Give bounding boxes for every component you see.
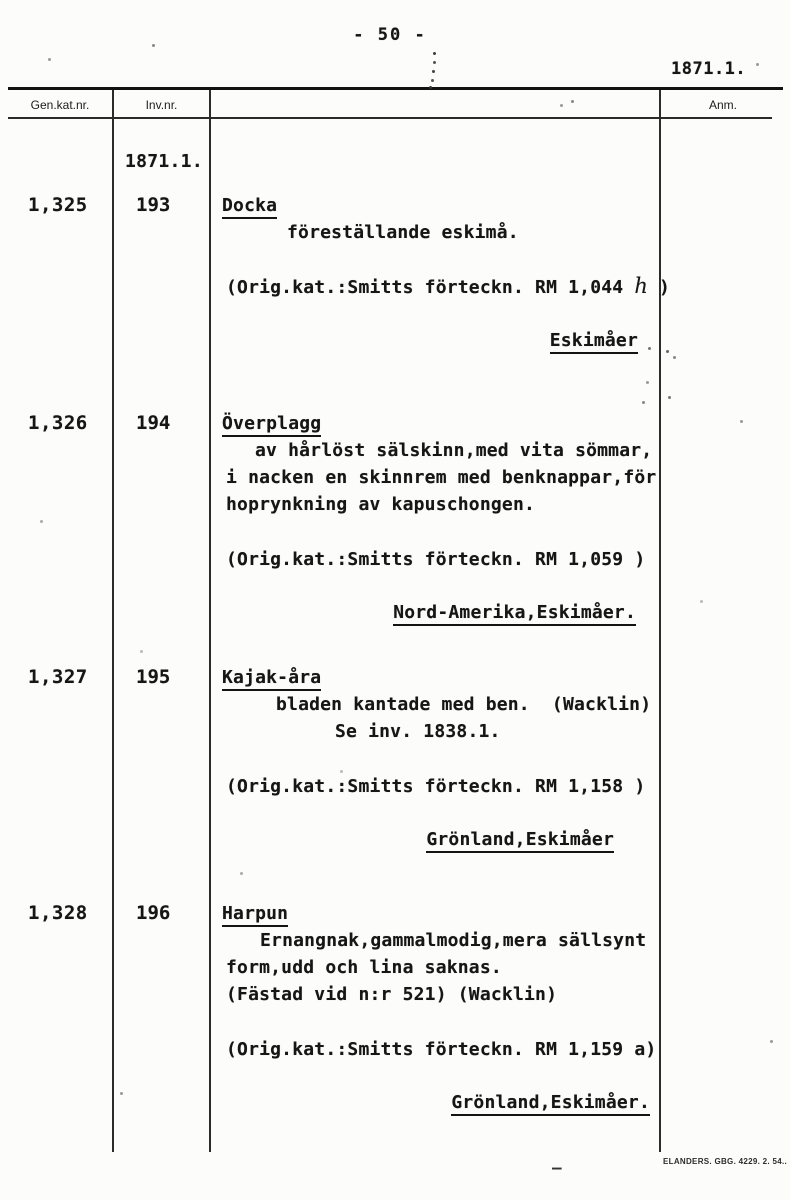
entry-category-line <box>222 327 660 354</box>
year-heading: 1871.1. <box>671 59 747 79</box>
entry-description-line: Ernangnak,gammalmodig,mera sällsynt <box>260 930 647 951</box>
entry-description-line: föreställande eskimå. <box>287 222 519 243</box>
entry-description-line: i nacken en skinnrem med benknappar,för <box>226 467 657 488</box>
inv-nr: 194 <box>136 412 171 434</box>
entry-category-line <box>222 599 660 626</box>
footer-dash-mark: — <box>552 1158 562 1177</box>
blank-line <box>222 799 660 826</box>
blank-line <box>222 518 660 545</box>
entry-title: Kajak-åra <box>222 667 321 691</box>
column-header-gen-kat-nr: Gen.kat.nr. <box>30 98 90 112</box>
gen-kat-nr: 1,325 <box>28 194 88 216</box>
entry-title: Docka <box>222 195 277 219</box>
handwritten-letter: h <box>634 274 648 298</box>
entry-title: Överplagg <box>222 413 321 437</box>
table-top-rule <box>8 87 783 90</box>
ref-close: ) <box>647 277 670 298</box>
entry-category: Grönland,Eskimåer <box>426 829 614 853</box>
entry-title-line <box>222 410 660 437</box>
column-divider-2 <box>209 90 211 1152</box>
gen-kat-nr: 1,327 <box>28 666 88 688</box>
blank-line <box>222 1062 660 1089</box>
entry-orig-kat-ref <box>222 772 660 799</box>
inv-nr: 195 <box>136 666 171 688</box>
ref-text: (Orig.kat.:Smitts förteckn. RM 1,059 ) <box>226 549 646 570</box>
entry-title: Harpun <box>222 903 288 927</box>
entry-category: Eskimåer <box>550 330 638 354</box>
table-header-rule <box>8 117 772 119</box>
column-header-anm: Anm. <box>708 98 737 112</box>
blank-line <box>222 572 660 599</box>
page-number: - 50 - <box>353 25 427 45</box>
entry-body <box>222 900 660 1116</box>
blank-line <box>222 745 660 772</box>
gen-kat-nr: 1,328 <box>28 902 88 924</box>
entry-description-line: hoprynkning av kapuschongen. <box>226 494 536 515</box>
printer-mark: ELANDERS. GBG. 4229. 2. 54.. <box>663 1157 787 1166</box>
ref-text: (Orig.kat.:Smitts förteckn. RM 1,044 <box>226 277 635 298</box>
ref-text: (Orig.kat.:Smitts förteckn. RM 1,159 a) <box>226 1039 657 1060</box>
entry-description-line: av hårlöst sälskinn,med vita sömmar, <box>255 440 653 461</box>
entry-body <box>222 664 660 853</box>
entry-description-line: bladen kantade med ben. (Wacklin) <box>276 694 652 715</box>
entry-body <box>222 192 670 354</box>
column-divider-1 <box>112 90 114 1152</box>
inv-nr: 196 <box>136 902 171 924</box>
entry-orig-kat-ref <box>222 545 660 572</box>
entry-title-line <box>222 664 660 691</box>
column-header-inv-nr: Inv.nr. <box>145 98 178 112</box>
entry-description-line: (Fästad vid n:r 521) (Wacklin) <box>226 984 558 1005</box>
gen-kat-nr: 1,326 <box>28 412 88 434</box>
entry-description-line: form,udd och lina saknas. <box>226 957 502 978</box>
blank-line <box>222 300 660 327</box>
entry-category-line <box>222 1089 660 1116</box>
entry-title-line <box>222 192 660 219</box>
entry-category-line <box>222 826 660 853</box>
entry-category: Nord-Amerika,Eskimåer. <box>393 602 636 626</box>
blank-line <box>222 1008 660 1035</box>
entry-orig-kat-ref <box>222 1035 660 1062</box>
entry-body <box>222 410 660 626</box>
inventory-group-label: 1871.1. <box>125 151 203 172</box>
inv-nr: 193 <box>136 194 171 216</box>
blank-line <box>222 246 660 273</box>
entry-orig-kat-ref <box>222 273 670 300</box>
scan-specks <box>0 0 3 3</box>
entry-category: Grönland,Eskimåer. <box>451 1092 650 1116</box>
entry-description-line: Se inv. 1838.1. <box>335 721 501 742</box>
ref-text: (Orig.kat.:Smitts förteckn. RM 1,158 ) <box>226 776 646 797</box>
entry-title-line <box>222 900 660 927</box>
